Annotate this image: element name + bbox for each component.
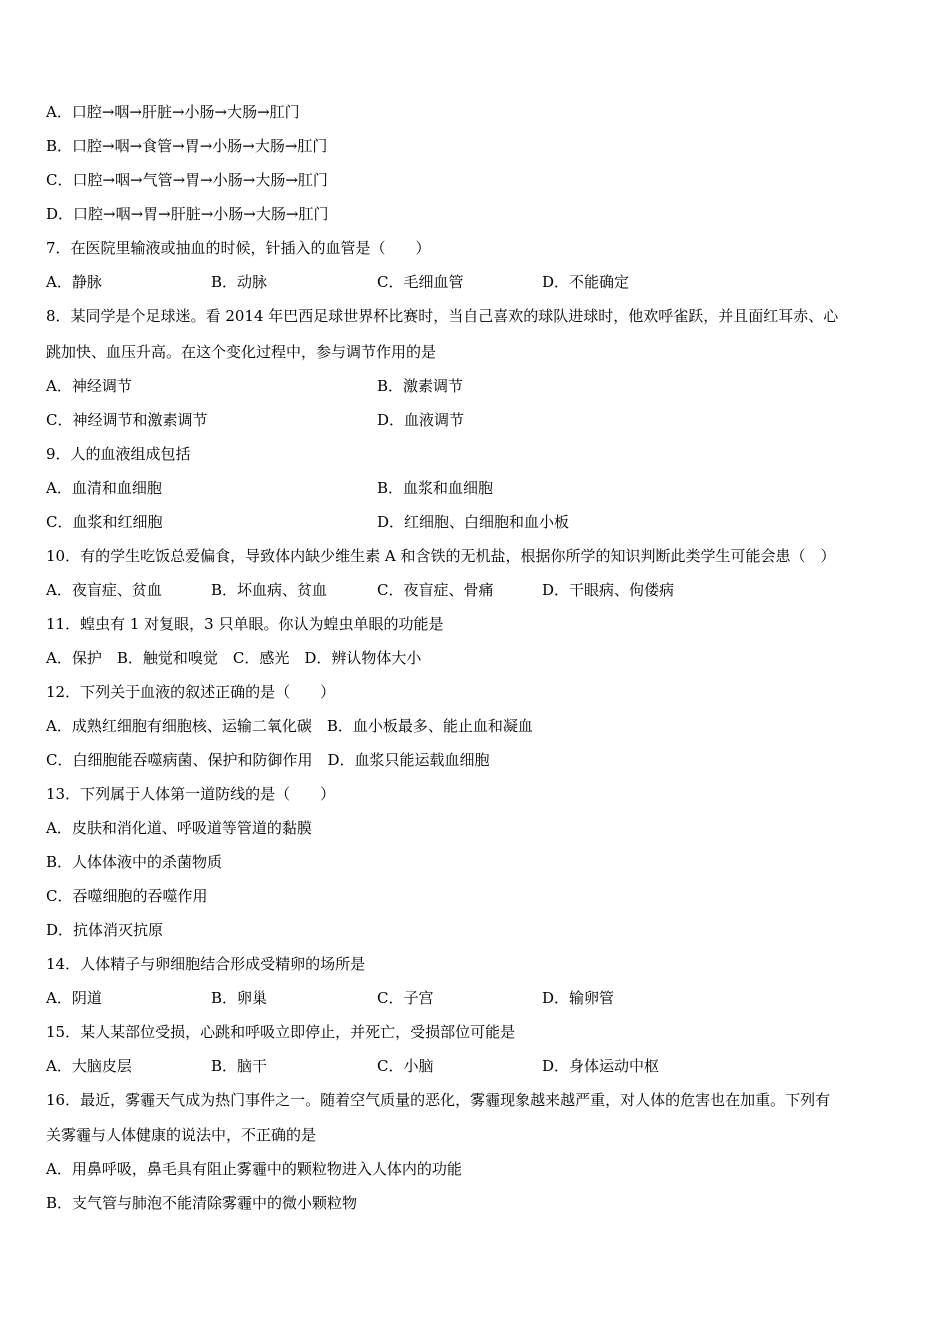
q8-stem-line2: 跳加快、血压升高。在这个变化过程中，参与调节作用的是 [46, 343, 437, 361]
q16-stem-line2: 关雾霾与人体健康的说法中，不正确的是 [46, 1126, 317, 1144]
q8-option-b: B．激素调节 [377, 377, 464, 395]
q10-option-b: B．坏血病、贫血 [211, 581, 328, 599]
q13-option-a: A．皮肤和消化道、呼吸道等管道的黏膜 [46, 819, 312, 837]
q7-option-d: D．不能确定 [542, 273, 630, 291]
q9-stem: 9．人的血液组成包括 [46, 445, 191, 463]
q9-option-b: B．血浆和血细胞 [377, 479, 494, 497]
q14-option-d: D．输卵管 [542, 989, 615, 1007]
q15-option-d: D．身体运动中枢 [542, 1057, 660, 1075]
q11-stem: 11．蝗虫有 1 对复眼，3 只单眼。你认为蝗虫单眼的功能是 [46, 615, 444, 633]
q10-option-d: D．干眼病、佝偻病 [542, 581, 675, 599]
q15-stem: 15．某人某部位受损，心跳和呼吸立即停止，并死亡，受损部位可能是 [46, 1023, 516, 1041]
q13-option-c: C．吞噬细胞的吞噬作用 [46, 887, 208, 905]
q6-option-b: B．口腔→咽→食管→胃→小肠→大肠→肛门 [46, 137, 328, 155]
q7-stem: 7．在医院里输液或抽血的时候，针插入的血管是（ ） [46, 239, 431, 257]
q14-option-c: C．子宫 [377, 989, 434, 1007]
q8-option-c: C．神经调节和激素调节 [46, 411, 208, 429]
q13-option-d: D．抗体消灭抗原 [46, 921, 164, 939]
q7-option-c: C．毛细血管 [377, 273, 464, 291]
q13-option-b: B．人体体液中的杀菌物质 [46, 853, 223, 871]
q12-options-ab: A．成熟红细胞有细胞核、运输二氧化碳 B．血小板最多、能止血和凝血 [46, 717, 533, 735]
q14-option-b: B．卵巢 [211, 989, 268, 1007]
q14-stem: 14．人体精子与卵细胞结合形成受精卵的场所是 [46, 955, 366, 973]
q10-option-c: C．夜盲症、骨痛 [377, 581, 494, 599]
q12-options-cd: C．白细胞能吞噬病菌、保护和防御作用 D．血浆只能运载血细胞 [46, 751, 490, 769]
q10-option-a: A．夜盲症、贫血 [46, 581, 162, 599]
q16-stem-line1: 16．最近，雾霾天气成为热门事件之一。随着空气质量的恶化，雾霾现象越来越严重，对人体的危害也在加重。下列有 [46, 1091, 831, 1109]
q9-option-a: A．血清和血细胞 [46, 479, 162, 497]
q9-option-c: C．血浆和红细胞 [46, 513, 163, 531]
q15-option-c: C．小脑 [377, 1057, 434, 1075]
q9-option-d: D．红细胞、白细胞和血小板 [377, 513, 570, 531]
q16-option-b: B．支气管与肺泡不能清除雾霾中的微小颗粒物 [46, 1194, 358, 1212]
q8-stem-line1: 8．某同学是个足球迷。看 2014 年巴西足球世界杯比赛时，当自己喜欢的球队进球时，他欢呼雀跃，并且面红耳赤、心 [46, 307, 839, 325]
q10-stem: 10．有的学生吃饭总爱偏食，导致体内缺少维生素 A 和含铁的无机盐，根据你所学的知识判断此类学生可能会患（ ） [46, 547, 836, 565]
q16-option-a: A．用鼻呼吸，鼻毛具有阻止雾霾中的颗粒物进入人体内的功能 [46, 1160, 462, 1178]
q13-stem: 13．下列属于人体第一道防线的是（ ） [46, 785, 336, 803]
q6-option-a: A．口腔→咽→肝脏→小肠→大肠→肛门 [46, 103, 300, 121]
q6-option-c: C．口腔→咽→气管→胃→小肠→大肠→肛门 [46, 171, 328, 189]
q15-option-a: A．大脑皮层 [46, 1057, 132, 1075]
q8-option-a: A．神经调节 [46, 377, 132, 395]
q12-stem: 12．下列关于血液的叙述正确的是（ ） [46, 683, 336, 701]
q8-option-d: D．血液调节 [377, 411, 465, 429]
q7-option-b: B．动脉 [211, 273, 268, 291]
q11-options: A．保护 B．触觉和嗅觉 C．感光 D．辨认物体大小 [46, 649, 422, 667]
q14-option-a: A．阴道 [46, 989, 102, 1007]
q15-option-b: B．脑干 [211, 1057, 268, 1075]
q7-option-a: A．静脉 [46, 273, 102, 291]
q6-option-d: D．口腔→咽→胃→肝脏→小肠→大肠→肛门 [46, 205, 329, 223]
